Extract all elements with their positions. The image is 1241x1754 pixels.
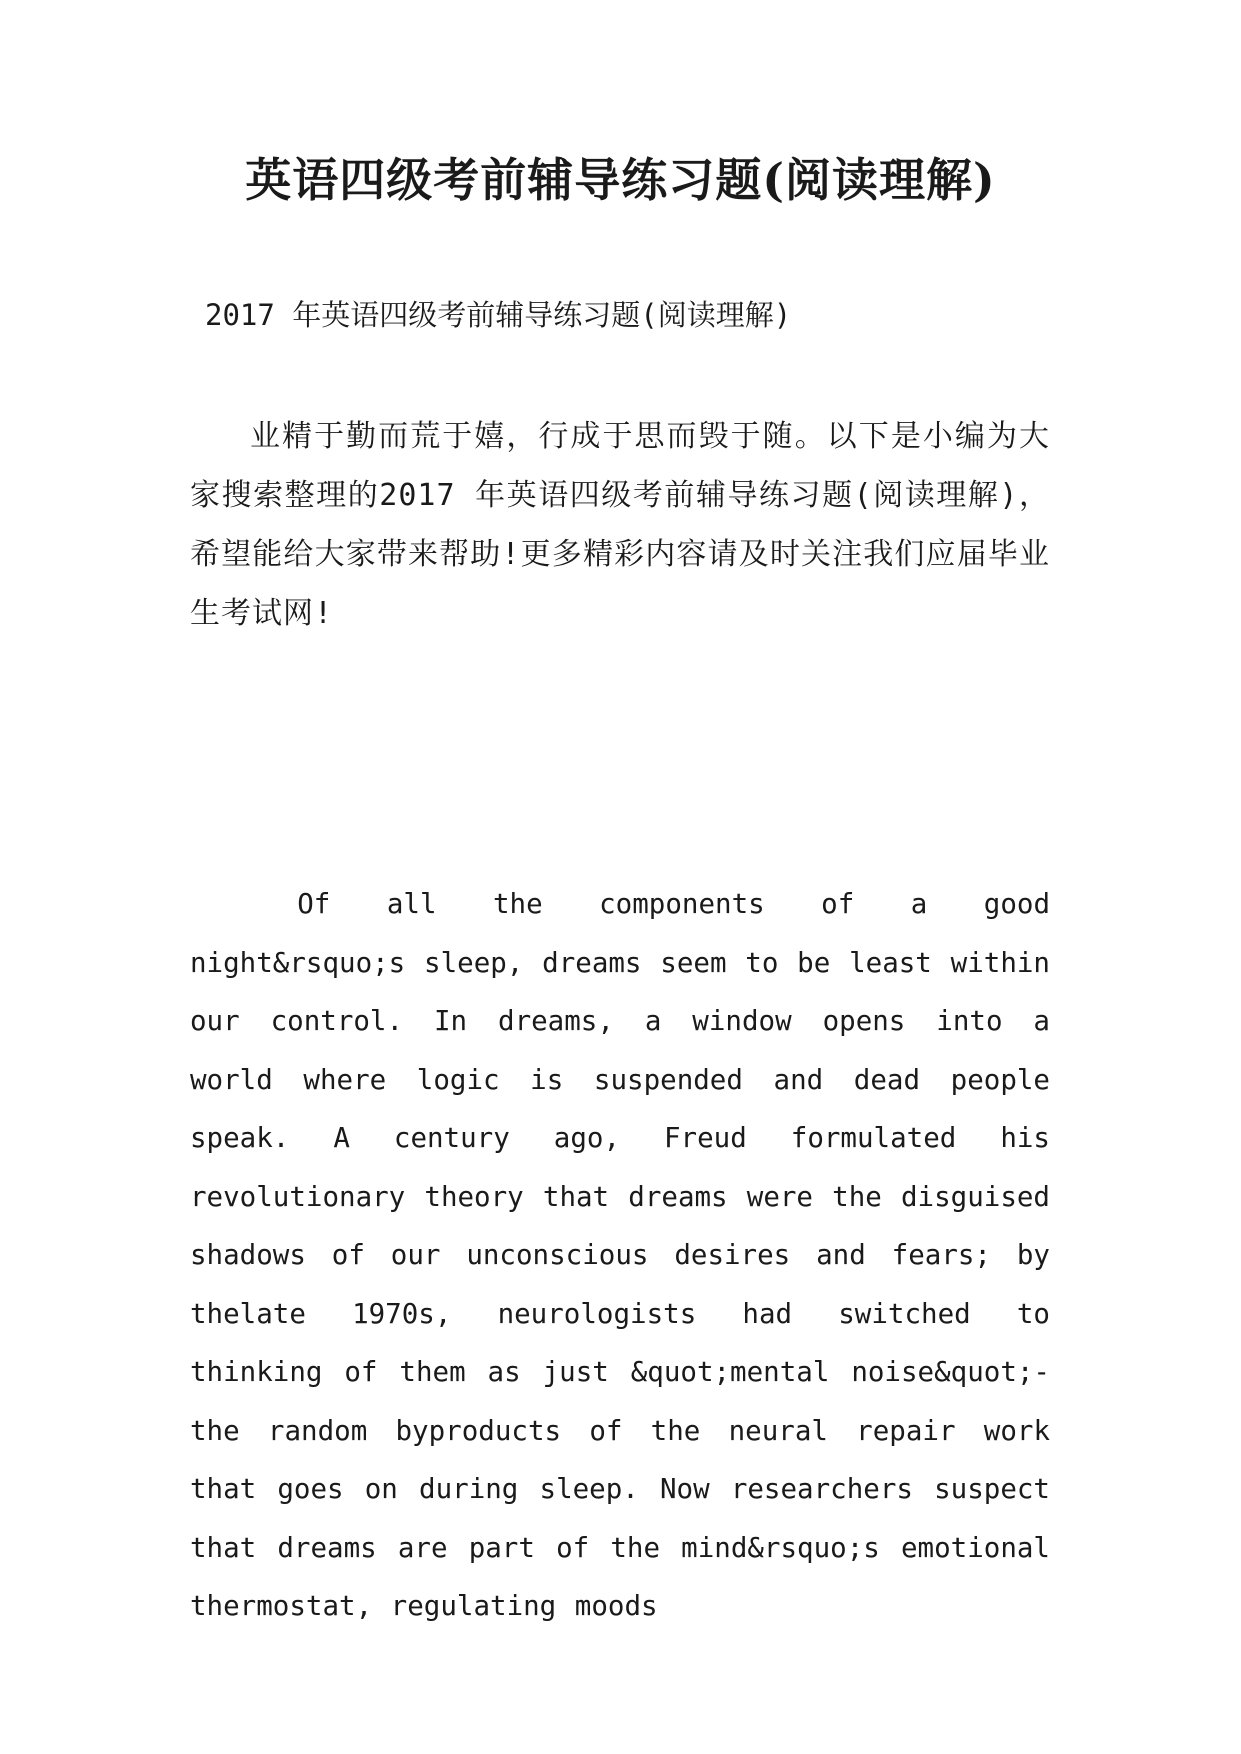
reading-passage-paragraph: Of all the components of a good night&rsquo;s sleep, dreams seem to be least within our control. In dreams, a window opens into a world where logic is suspended and dead people speak. A century ago, Freud formulated his revolutionary theory that dreams were the disguised shadows of our unconscious desires and fears; by thelate 1970s, neurologists had switched to thinking of them as just &quot;mental noise&quot;-the random byproducts of the neural repair work that goes on during sleep. Now researchers suspect that dreams are part of the mind&rsquo;s emotional thermostat, regulating moods bbox=[190, 888, 1050, 1622]
document-title: 英语四级考前辅导练习题(阅读理解) bbox=[245, 153, 996, 207]
intro-paragraph: 业精于勤而荒于嬉，行成于思而毁于随。以下是小编为大家搜索整理的2017 年英语四级考前辅导练习题(阅读理解)，希望能给大家带来帮助!更多精彩内容请及时关注我们应届毕业生考试网! bbox=[190, 419, 1050, 631]
document-subtitle: 2017 年英语四级考前辅导练习题(阅读理解) bbox=[205, 298, 792, 332]
